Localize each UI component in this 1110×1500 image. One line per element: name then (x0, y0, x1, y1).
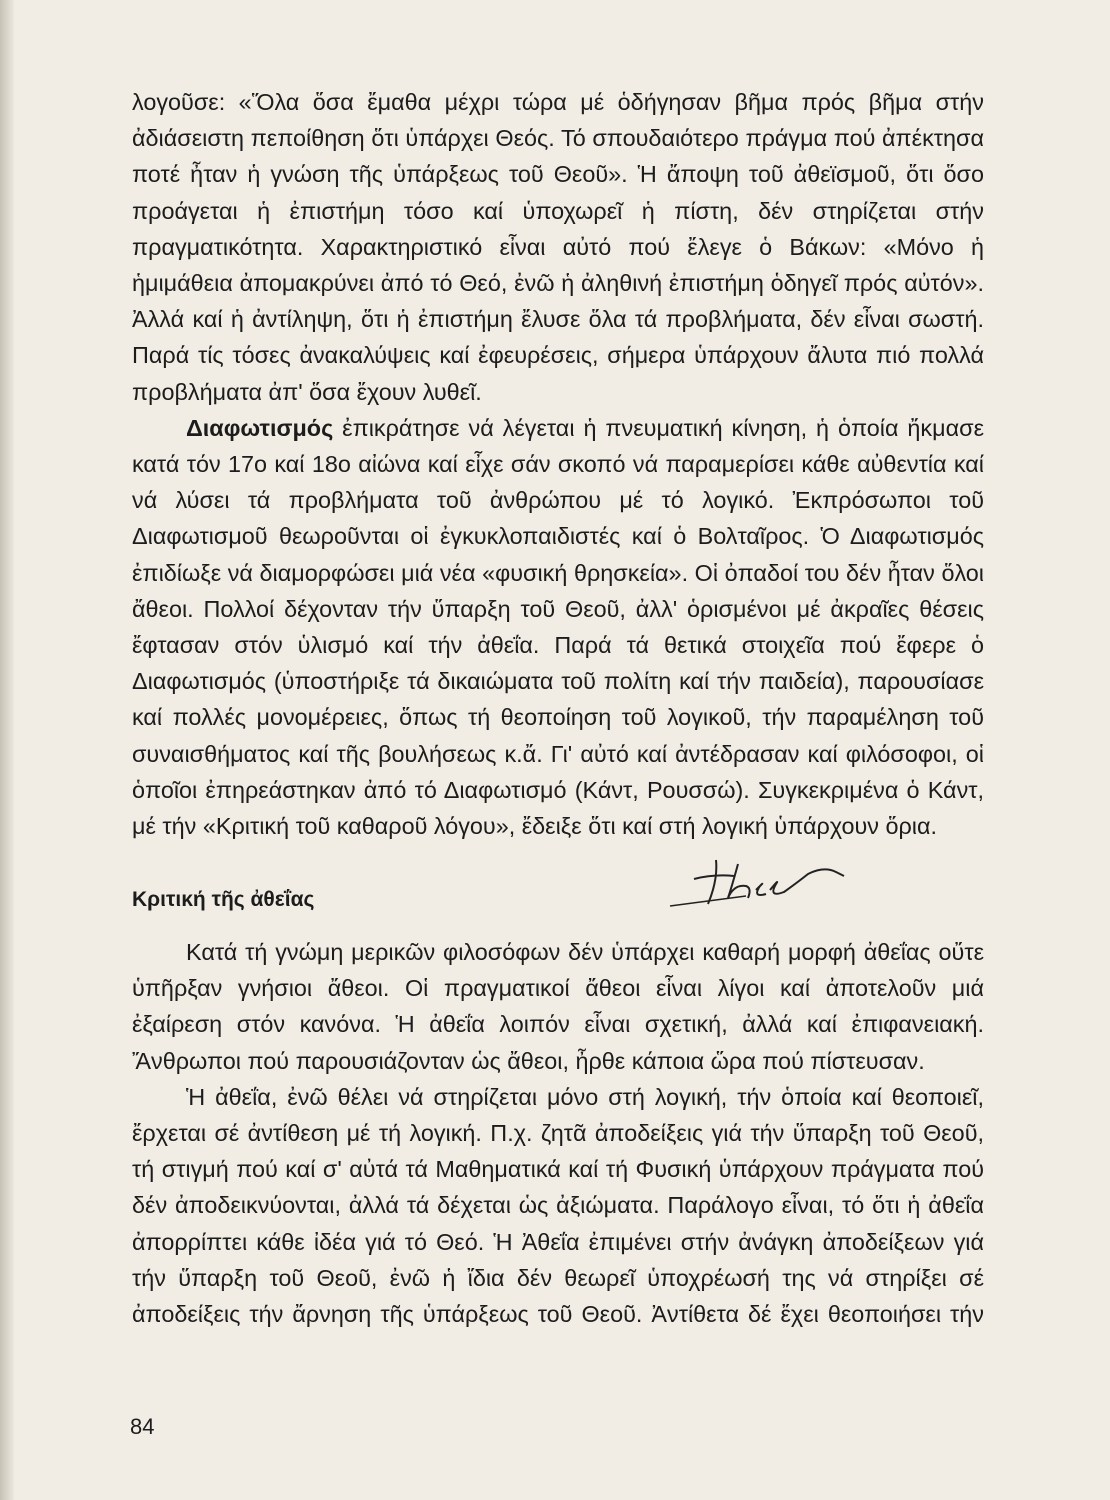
term-enlightenment: Διαφωτισμός (186, 414, 334, 441)
paragraph-enlightenment-body: ἐπικράτησε νά λέγεται ἡ πνευματική κίνηση, ἡ ὁποία ἤκμασε κατά τόν 17ο καί 18ο αἰώνα καί εἶχε σάν σκοπό νά παραμερίσει κάθε αὐθεντία καί νά λύσει τά προβλήματα τοῦ ἀνθρώπου μέ τό λογικό. Ἐκπρόσωποι τοῦ Διαφωτισμοῦ θεωροῦνται οἱ ἐγκυκλοπαιδιστές καί ὁ Βολταῖρος. Ὁ Διαφωτισμός ἐπιδίωξε νά διαμορφώσει μιά νέα «φυσική θρησκεία». Οἱ ὀπαδοί του δέν ἦταν ὅλοι ἄθεοι. Πολλοί δέχονταν τήν ὕπαρξη τοῦ Θεοῦ, ἀλλ' ὁρισμένοι μέ ἀκραῖες θέσεις ἔφτασαν στόν ὑλισμό καί τήν ἀθεΐα. Παρά τά θετικά στοιχεῖα πού ἔφερε ὁ Διαφωτισμός (ὑποστήριξε τά δικαιώματα τοῦ πολίτη καί τήν παιδεία), παρουσίασε καί πολλές μονομέρειες, ὅπως τή θεοποίηση τοῦ λογικοῦ, τήν παραμέληση τοῦ συναισθήματος καί τῆς βουλήσεως κ.ἄ. Γι' αὐτό καί ἀντέδρασαν καί φιλόσοφοι, οἱ ὁποῖοι ἐπηρεάστηκαν ἀπό τό Διαφωτισμό (Κάντ, Ρουσσώ). Συγκεκριμένα ὁ Κάντ, μέ τήν «Κριτική τοῦ καθαροῦ λόγου», ἔδειξε ὅτι καί στή λογική ὑπάρχουν ὅρια. (132, 414, 984, 840)
paragraph-atheism-logic: Ἡ ἀθεΐα, ἐνῶ θέλει νά στηρίζεται μόνο στή λογική, τήν ὁποία καί θεοποιεῖ, ἔρχεται σέ ἀντίθεση μέ τή λογική. Π.χ. ζητᾶ ἀποδείξεις γιά τήν ὕπαρξη τοῦ Θεοῦ, τή στιγμή πού καί σ' αὐτά τά Μαθηματικά καί τή Φυσική ὑπάρχουν πράγματα πού δέν ἀποδεικνύονται, ἀλλά τά δέχεται ὡς ἀξιώματα. Παράλογο εἶναι, τό ὅτι ἡ ἀθεΐα ἀπορρίπτει κάθε ἰδέα γιά τό Θεό. Ἡ Ἀθεΐα ἐπιμένει στήν ἀνάγκη ἀποδείξεων γιά τήν ὕπαρξη τοῦ Θεοῦ, ἐνῶ ἡ ἴδια δέν θεωρεῖ ὑποχρέωσή της νά στηρίξει σέ ἀποδείξεις τήν ἄρνηση τῆς ὑπάρξεως τοῦ Θεοῦ. Ἀντίθετα δέ ἔχει θεοποιήσει τήν (132, 1083, 984, 1328)
handwritten-signature (668, 852, 848, 912)
paragraph-no-pure-atheism: Κατά τή γνώμη μερικῶν φιλοσόφων δέν ὑπάρχει καθαρή μορφή ἀθεΐας οὔτε ὑπῆρξαν γνήσιοι ἄθεοι. Οἱ πραγματικοί ἄθεοι εἶναι λίγοι καί ἀποτελοῦν μιά ἐξαίρεση στόν κανόνα. Ἡ ἀθεΐα λοιπόν εἶναι σχετική, ἀλλά καί ἐπιφανειακή. Ἄνθρωποι πού παρουσιάζονταν ὡς ἄθεοι, ἦρθε κάποια ὥρα πού πίστευσαν. (132, 939, 984, 1074)
paragraph-enlightenment (132, 410, 984, 844)
page-number: 84 (130, 1414, 155, 1439)
section-heading-critique-of-atheism: Κριτική τῆς ἀθεΐας (132, 888, 315, 911)
section-2-text (132, 934, 984, 1332)
paragraph-atheism-science: λογοῦσε: «Ὅλα ὅσα ἔμαθα μέχρι τώρα μέ ὁδήγησαν βῆμα πρός βῆμα στήν ἀδιάσειστη πεποίθηση ὅτι ὑπάρχει Θεός. Τό σπουδαιότερο πράγμα πού ἀπέκτησα ποτέ ἦταν ἡ γνώση τῆς ὑπάρξεως τοῦ Θεοῦ». Ἡ ἄποψη τοῦ ἀθεϊσμοῦ, ὅτι ὅσο προάγεται ἡ ἐπιστήμη τόσο καί ὑποχωρεῖ ἡ πίστη, δέν στηρίζεται στήν πραγματικότητα. Χαρακτηριστικό εἶναι αὐτό πού ἔλεγε ὁ Βάκων: «Μόνο ἡ ἡμιμάθεια ἀπομακρύνει ἀπό τό Θεό, ἐνῶ ἡ ἀληθινή ἐπιστήμη ὁδηγεῖ πρός αὐτόν». Ἀλλά καί ἡ ἀντίληψη, ὅτι ἡ ἐπιστήμη ἔλυσε ὅλα τά προβλήματα, δέν εἶναι σωστή. Παρά τίς τόσες ἀνακαλύψεις καί ἐφευρέσεις, σήμερα ὑπάρχουν ἄλυτα πιό πολλά προβλήματα ἀπ' ὅσα ἔχουν λυθεῖ. (132, 89, 984, 405)
page-binding-shadow (0, 0, 14, 1500)
section-1-text (132, 84, 984, 844)
